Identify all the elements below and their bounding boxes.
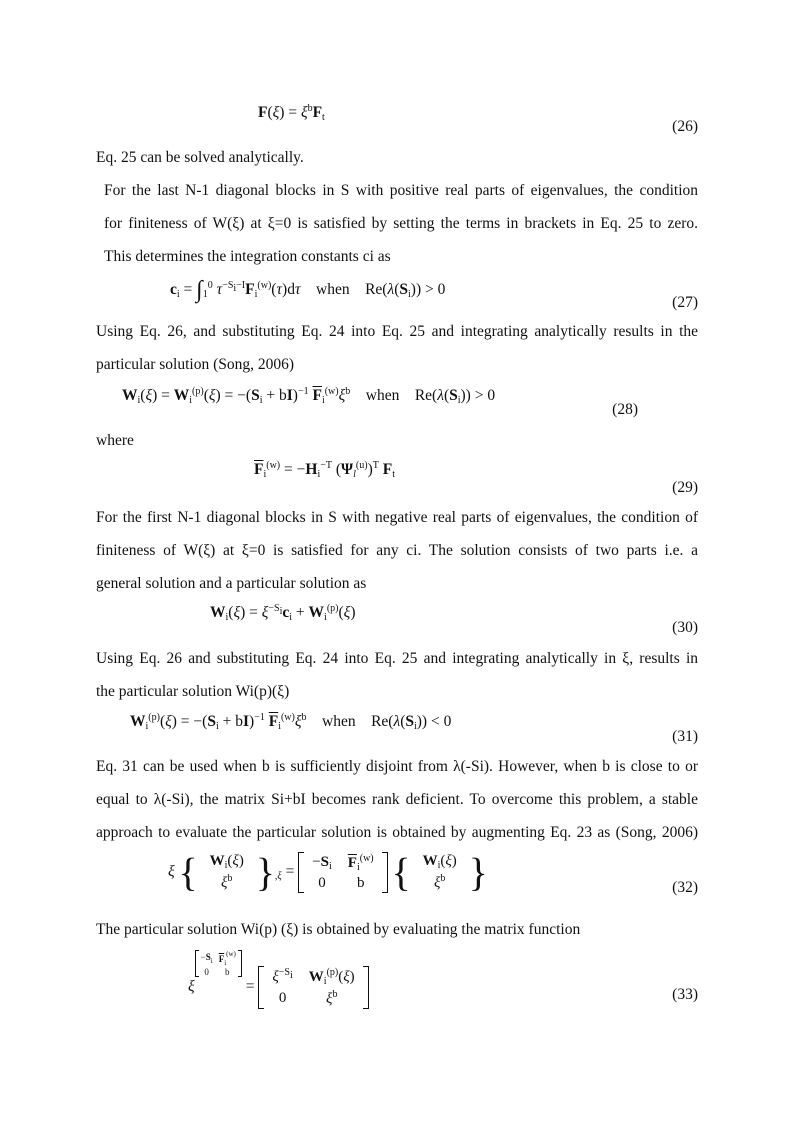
equation-number-26: (26) bbox=[672, 118, 698, 135]
paragraph-5-line-1: For the first N-1 diagonal blocks in S with negative real parts of eigenvalues, the condition of bbox=[96, 509, 698, 526]
equation-number-31: (31) bbox=[672, 728, 698, 745]
paragraph-2-line-1: For the last N-1 diagonal blocks in S with positive real parts of eigenvalues, the condition bbox=[104, 182, 698, 199]
paragraph-7-line-2: equal to λ(-Si), the matrix Si+bI becomes rank deficient. To overcome this problem, a stable bbox=[96, 791, 698, 808]
equation-number-30: (30) bbox=[672, 619, 698, 636]
paragraph-2-line-3: This determines the integration constants ci as bbox=[104, 248, 391, 265]
paragraph-2-line-2: for finiteness of W(ξ) at ξ=0 is satisfied by setting the terms in brackets in Eq. 25 to zero. bbox=[104, 215, 698, 232]
paragraph-3-line-2: particular solution (Song, 2006) bbox=[96, 356, 295, 373]
paragraph-1: Eq. 25 can be solved analytically. bbox=[96, 149, 304, 166]
equation-number-29: (29) bbox=[672, 479, 698, 496]
equation-26: $F(\xi) = \xi^bF_t$ bbox=[258, 103, 325, 123]
equation-number-32: (32) bbox=[672, 879, 698, 896]
equation-29: $\overline{F}_i^{(w)} = -H_i^{-T}$ $(\Psi_l^{(u)})^T$ $F_t$ bbox=[254, 460, 395, 480]
paragraph-3-line-1: Using Eq. 26, and substituting Eq. 24 into Eq. 25 and integrating analytically results in the bbox=[96, 323, 698, 340]
equation-27: $c_i = \int_1^0$ $\tau^{-S_i-I}F_i^{(w)}(\tau)d\tau$ when $Re(\lambda(S_i)) > 0$ bbox=[170, 277, 446, 303]
equation-number-33: (33) bbox=[672, 986, 698, 1003]
paragraph-4: where bbox=[96, 432, 134, 449]
paragraph-8: The particular solution Wi(p) (ξ) is obtained by evaluating the matrix function bbox=[96, 921, 581, 938]
equation-28: $W_i(\xi) = W_i^{(p)}(\xi) = -(S_i + bI)^{-1}$ $\overline{F}_i^{(w)}\xi^b$ when $Re(\lambda(S_i)) > 0$ bbox=[122, 386, 496, 406]
equation-number-28: (28) bbox=[612, 401, 638, 418]
equation-32: ξ { $W_i(\xi)$ $\xi^b$ }$_{,\xi}$ = $-S_i$ $\overline{F}_i^{(w)}$ 0 b { $W_i(\xi)$ $\xi^b$ } bbox=[168, 849, 488, 895]
equation-number-27: (27) bbox=[672, 294, 698, 311]
paragraph-7-line-1: Eq. 31 can be used when b is sufficiently disjoint from λ(-Si). However, when b is close to or bbox=[96, 758, 698, 775]
paragraph-5-line-3: general solution and a particular solution as bbox=[96, 575, 367, 592]
equation-31: $W_i^{(p)}(\xi) = -(S_i + bI)^{-1}$ $\overline{F}_i^{(w)}\xi^b$ when $Re(\lambda(S_i)) < 0$ bbox=[130, 712, 452, 732]
paragraph-7-line-3: approach to evaluate the particular solution is obtained by augmenting Eq. 23 as (Song, 2006) bbox=[96, 824, 698, 841]
paragraph-6-line-1: Using Eq. 26 and substituting Eq. 24 into Eq. 25 and integrating analytically in ξ, results in bbox=[96, 650, 698, 667]
paragraph-5-line-2: finiteness of W(ξ) at ξ=0 is satisfied for any ci. The solution consists of two parts i.e. a bbox=[96, 542, 698, 559]
equation-30: $W_i(\xi) = \xi^{-S_i}c_i + W_i^{(p)}(\xi)$ bbox=[210, 603, 356, 623]
equation-33: ξ $-S_i$ $\overline{F}_i^{(w)}$ 0 b = $\xi^{-S_i}$ $W_i^{(p)}(\xi)$ 0 $\xi^b$ bbox=[188, 950, 369, 1009]
paragraph-6-line-2: the particular solution Wi(p)(ξ) bbox=[96, 683, 290, 700]
